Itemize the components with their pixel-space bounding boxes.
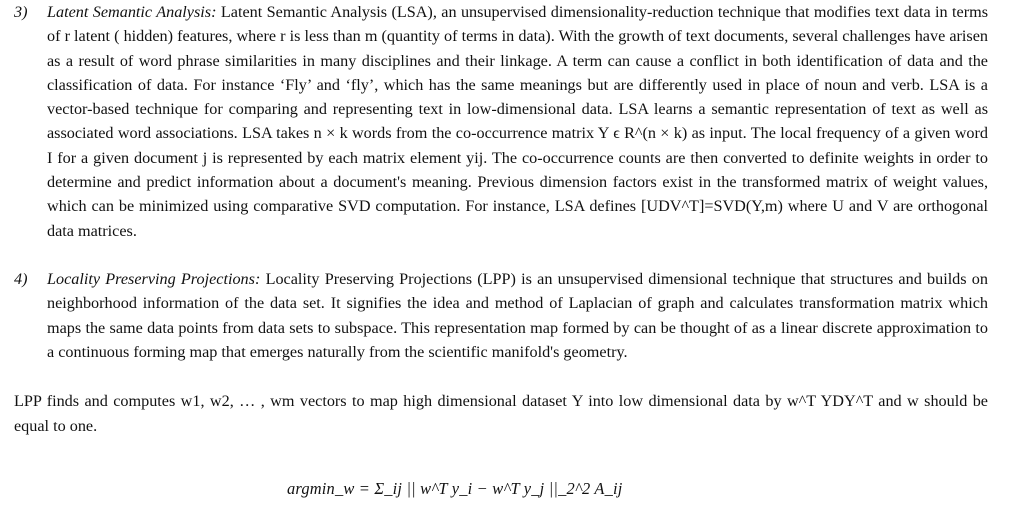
list-item-body: Latent Semantic Analysis (LSA), an unsupervised dimensionality-reduction technique that modifies text data in terms of r latent ( hidden) features, where r is less than m (quantity of terms in data). With the growth of text documents, several challenges have arisen as a result of word phrase similarities in many disciplines and their linkage. A term can cause a conflict in both identification of data and the classification of data. For instance ‘Fly’ and ‘fly’, which has the same meanings but are differently used in place of noun and verb. LSA is a vector-based technique for comparing and representing text in low-dimensional data. LSA learns a semantic representation of text as well as associated word associations. LSA takes n × k words from the co-occurrence matrix Y ϵ R^(n × k) as input. The local frequency of a given word I for a given document j is represented by each matrix element yij. The co-occurrence counts are then converted to definite weights in order to determine and predict information about a document's meaning. Previous dimension factors exist in the transformed matrix of weight values, which can be minimized using comparative SVD computation. For instance, LSA defines [UDV^T]=SVD(Y,m) where U and V are orthogonal data matrices. xyxy=(47,3,988,240)
list-item-body: Locality Preserving Projections (LPP) is an unsupervised dimensional technique that structures and builds on neighborhood information of the data set. It signifies the idea and method of Laplacian of graph and calculates transformation matrix which maps the same data points from data sets to subspace. This representation map formed by can be thought of as a linear discrete approximation to a continuous forming map that emerges naturally from the scientific manifold's geometry. xyxy=(47,270,988,361)
list-item-lpp xyxy=(14,267,988,364)
body-paragraph: LPP finds and computes w1, w2, … , wm vectors to map high dimensional dataset Y into low dimensional data by w^T YDY^T and w should be equal to one. xyxy=(14,392,988,435)
list-item-heading: Locality Preserving Projections: xyxy=(47,270,261,288)
list-item-number: 3) xyxy=(14,3,28,21)
list-item-number: 4) xyxy=(14,270,28,288)
list-item-lsa xyxy=(14,0,988,243)
list-item-heading: Latent Semantic Analysis: xyxy=(47,3,217,21)
equation: argmin_w = Σ_ij || w^T y_i − w^T y_j ||_2^2 A_ij xyxy=(287,479,623,498)
